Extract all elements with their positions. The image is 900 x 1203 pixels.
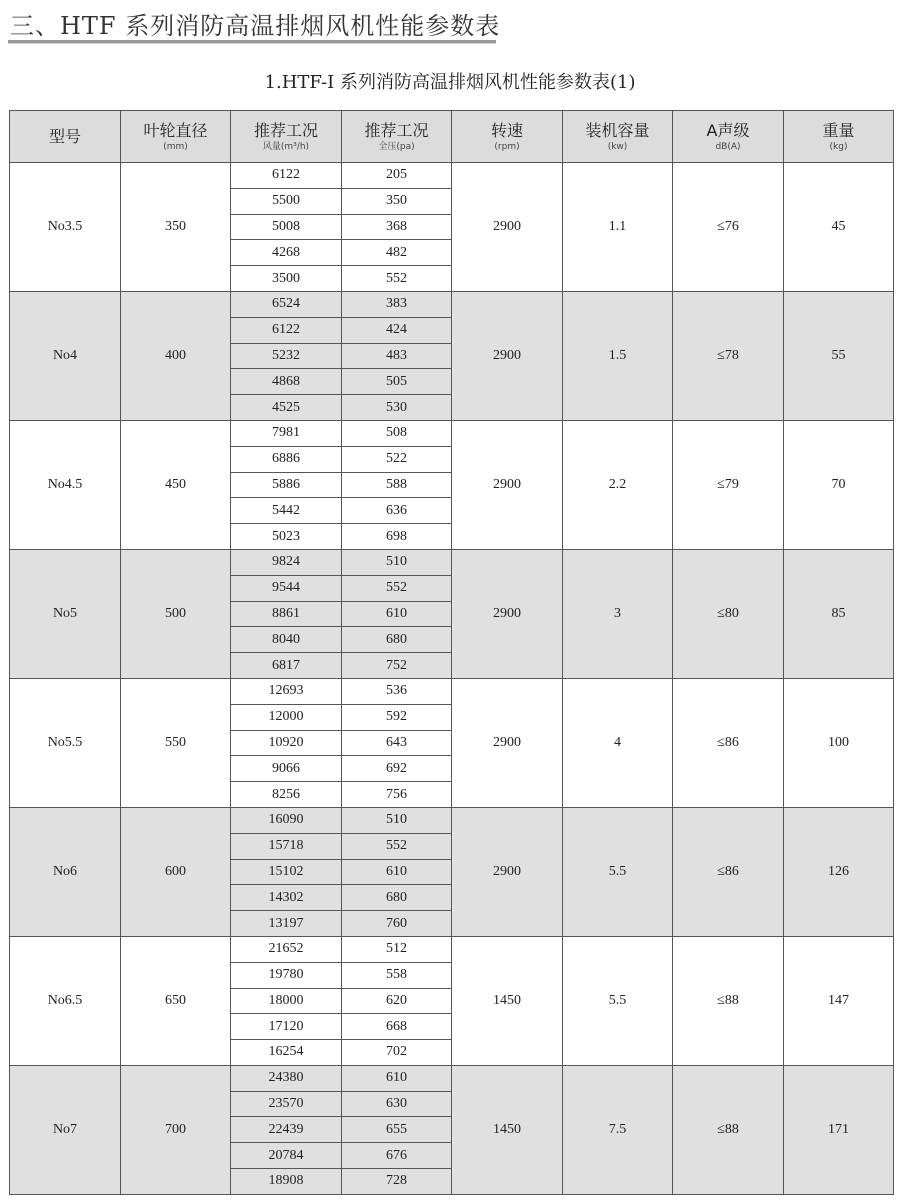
airflow-cell: 12000 xyxy=(231,704,342,730)
header-noise xyxy=(673,111,784,163)
noise-cell: ≤88 xyxy=(673,1065,784,1194)
pressure-cell: 680 xyxy=(342,885,452,911)
airflow-cell: 4868 xyxy=(231,369,342,395)
airflow-cell: 19780 xyxy=(231,962,342,988)
weight-cell: 171 xyxy=(784,1065,894,1194)
diameter-cell: 450 xyxy=(121,420,231,549)
airflow-cell: 15102 xyxy=(231,859,342,885)
pressure-cell: 728 xyxy=(342,1169,452,1195)
header-pressure-label: 推荐工况 xyxy=(364,120,429,140)
airflow-cell: 9066 xyxy=(231,756,342,782)
pressure-cell: 552 xyxy=(342,575,452,601)
model-cell: No6 xyxy=(10,807,121,936)
table-row xyxy=(10,549,894,575)
pressure-cell: 680 xyxy=(342,627,452,653)
airflow-cell: 8040 xyxy=(231,627,342,653)
pressure-cell: 620 xyxy=(342,988,452,1014)
model-cell: No5 xyxy=(10,549,121,678)
weight-cell: 45 xyxy=(784,163,894,292)
speed-cell: 2900 xyxy=(452,678,563,807)
pressure-cell: 698 xyxy=(342,524,452,550)
pressure-cell: 483 xyxy=(342,343,452,369)
airflow-cell: 24380 xyxy=(231,1065,342,1091)
table-row xyxy=(10,420,894,446)
header-model xyxy=(10,111,121,163)
pressure-cell: 383 xyxy=(342,291,452,317)
header-power-label: 装机容量 xyxy=(585,120,650,140)
header-pressure xyxy=(342,111,452,163)
airflow-cell: 15718 xyxy=(231,833,342,859)
pressure-cell: 610 xyxy=(342,1065,452,1091)
header-weight-label: 重量 xyxy=(822,120,855,140)
model-cell: No3.5 xyxy=(10,163,121,292)
noise-cell: ≤78 xyxy=(673,291,784,420)
pressure-cell: 505 xyxy=(342,369,452,395)
airflow-cell: 20784 xyxy=(231,1143,342,1169)
model-cell: No7 xyxy=(10,1065,121,1194)
airflow-cell: 22439 xyxy=(231,1117,342,1143)
header-weight-unit: (kg) xyxy=(829,141,848,152)
section-title-underline xyxy=(8,40,496,44)
airflow-cell: 17120 xyxy=(231,1014,342,1040)
diameter-cell: 350 xyxy=(121,163,231,292)
header-airflow-unit: 风量(m³/h) xyxy=(262,141,310,152)
power-cell: 3 xyxy=(563,549,673,678)
airflow-cell: 10920 xyxy=(231,730,342,756)
airflow-cell: 5232 xyxy=(231,343,342,369)
power-cell: 1.1 xyxy=(563,163,673,292)
header-row xyxy=(10,111,894,163)
table-title: 1.HTF-Ⅰ 系列消防高温排烟风机性能参数表(1) xyxy=(264,72,636,93)
header-speed-unit: (rpm) xyxy=(494,141,520,152)
pressure-cell: 592 xyxy=(342,704,452,730)
pressure-cell: 636 xyxy=(342,498,452,524)
pressure-cell: 668 xyxy=(342,1014,452,1040)
speed-cell: 2900 xyxy=(452,549,563,678)
airflow-cell: 21652 xyxy=(231,936,342,962)
table-body xyxy=(10,163,894,1195)
airflow-cell: 5023 xyxy=(231,524,342,550)
table-row xyxy=(10,807,894,833)
pressure-cell: 510 xyxy=(342,807,452,833)
airflow-cell: 4268 xyxy=(231,240,342,266)
airflow-cell: 4525 xyxy=(231,395,342,421)
table-row xyxy=(10,163,894,189)
table-row xyxy=(10,678,894,704)
speed-cell: 1450 xyxy=(452,936,563,1065)
header-power-unit: (kw) xyxy=(607,141,628,152)
pressure-cell: 536 xyxy=(342,678,452,704)
airflow-cell: 9824 xyxy=(231,549,342,575)
header-diameter-unit: (mm) xyxy=(163,141,188,152)
header-power xyxy=(563,111,673,163)
power-cell: 7.5 xyxy=(563,1065,673,1194)
power-cell: 5.5 xyxy=(563,936,673,1065)
pressure-cell: 552 xyxy=(342,266,452,292)
pressure-cell: 522 xyxy=(342,446,452,472)
airflow-cell: 8861 xyxy=(231,601,342,627)
airflow-cell: 7981 xyxy=(231,420,342,446)
power-cell: 5.5 xyxy=(563,807,673,936)
airflow-cell: 5500 xyxy=(231,188,342,214)
header-noise-label: A声级 xyxy=(706,120,750,140)
pressure-cell: 530 xyxy=(342,395,452,421)
header-noise-unit: dB(A) xyxy=(715,141,741,152)
pressure-cell: 482 xyxy=(342,240,452,266)
weight-cell: 126 xyxy=(784,807,894,936)
pressure-cell: 510 xyxy=(342,549,452,575)
noise-cell: ≤88 xyxy=(673,936,784,1065)
model-cell: No5.5 xyxy=(10,678,121,807)
power-cell: 2.2 xyxy=(563,420,673,549)
diameter-cell: 550 xyxy=(121,678,231,807)
pressure-cell: 205 xyxy=(342,163,452,189)
pressure-cell: 692 xyxy=(342,756,452,782)
weight-cell: 85 xyxy=(784,549,894,678)
speed-cell: 2900 xyxy=(452,291,563,420)
noise-cell: ≤86 xyxy=(673,807,784,936)
airflow-cell: 5886 xyxy=(231,472,342,498)
airflow-cell: 18908 xyxy=(231,1169,342,1195)
airflow-cell: 14302 xyxy=(231,885,342,911)
airflow-cell: 23570 xyxy=(231,1091,342,1117)
table-header xyxy=(10,111,894,163)
pressure-cell: 752 xyxy=(342,653,452,679)
diameter-cell: 700 xyxy=(121,1065,231,1194)
pressure-cell: 610 xyxy=(342,859,452,885)
airflow-cell: 5008 xyxy=(231,214,342,240)
power-cell: 1.5 xyxy=(563,291,673,420)
pressure-cell: 760 xyxy=(342,911,452,937)
pressure-cell: 350 xyxy=(342,188,452,214)
airflow-cell: 6524 xyxy=(231,291,342,317)
pressure-cell: 368 xyxy=(342,214,452,240)
airflow-cell: 18000 xyxy=(231,988,342,1014)
pressure-cell: 756 xyxy=(342,782,452,808)
noise-cell: ≤76 xyxy=(673,163,784,292)
noise-cell: ≤79 xyxy=(673,420,784,549)
airflow-cell: 12693 xyxy=(231,678,342,704)
header-model-label: 型号 xyxy=(48,126,81,146)
pressure-cell: 655 xyxy=(342,1117,452,1143)
pressure-cell: 702 xyxy=(342,1040,452,1066)
pressure-cell: 508 xyxy=(342,420,452,446)
pressure-cell: 512 xyxy=(342,936,452,962)
airflow-cell: 13197 xyxy=(231,911,342,937)
pressure-cell: 424 xyxy=(342,317,452,343)
power-cell: 4 xyxy=(563,678,673,807)
speed-cell: 2900 xyxy=(452,163,563,292)
table-row xyxy=(10,1065,894,1091)
airflow-cell: 8256 xyxy=(231,782,342,808)
header-diameter xyxy=(121,111,231,163)
airflow-cell: 5442 xyxy=(231,498,342,524)
weight-cell: 55 xyxy=(784,291,894,420)
pressure-cell: 630 xyxy=(342,1091,452,1117)
header-airflow xyxy=(231,111,342,163)
airflow-cell: 6817 xyxy=(231,653,342,679)
speed-cell: 1450 xyxy=(452,1065,563,1194)
pressure-cell: 610 xyxy=(342,601,452,627)
pressure-cell: 552 xyxy=(342,833,452,859)
noise-cell: ≤80 xyxy=(673,549,784,678)
weight-cell: 147 xyxy=(784,936,894,1065)
noise-cell: ≤86 xyxy=(673,678,784,807)
speed-cell: 2900 xyxy=(452,420,563,549)
airflow-cell: 9544 xyxy=(231,575,342,601)
airflow-cell: 6122 xyxy=(231,317,342,343)
performance-table xyxy=(9,110,894,1195)
table-row xyxy=(10,936,894,962)
diameter-cell: 400 xyxy=(121,291,231,420)
weight-cell: 70 xyxy=(784,420,894,549)
pressure-cell: 643 xyxy=(342,730,452,756)
airflow-cell: 6122 xyxy=(231,163,342,189)
airflow-cell: 6886 xyxy=(231,446,342,472)
header-pressure-unit: 全压(pa) xyxy=(378,141,415,152)
weight-cell: 100 xyxy=(784,678,894,807)
pressure-cell: 588 xyxy=(342,472,452,498)
pressure-cell: 676 xyxy=(342,1143,452,1169)
header-airflow-label: 推荐工况 xyxy=(253,120,318,140)
pressure-cell: 558 xyxy=(342,962,452,988)
airflow-cell: 16254 xyxy=(231,1040,342,1066)
header-weight xyxy=(784,111,894,163)
speed-cell: 2900 xyxy=(452,807,563,936)
airflow-cell: 3500 xyxy=(231,266,342,292)
airflow-cell: 16090 xyxy=(231,807,342,833)
header-diameter-label: 叶轮直径 xyxy=(143,120,208,140)
model-cell: No4 xyxy=(10,291,121,420)
table-row xyxy=(10,291,894,317)
model-cell: No4.5 xyxy=(10,420,121,549)
header-speed-label: 转速 xyxy=(490,120,523,140)
section-title: 三、HTF 系列消防高温排烟风机性能参数表 xyxy=(10,12,501,40)
diameter-cell: 650 xyxy=(121,936,231,1065)
diameter-cell: 500 xyxy=(121,549,231,678)
header-speed xyxy=(452,111,563,163)
diameter-cell: 600 xyxy=(121,807,231,936)
model-cell: No6.5 xyxy=(10,936,121,1065)
